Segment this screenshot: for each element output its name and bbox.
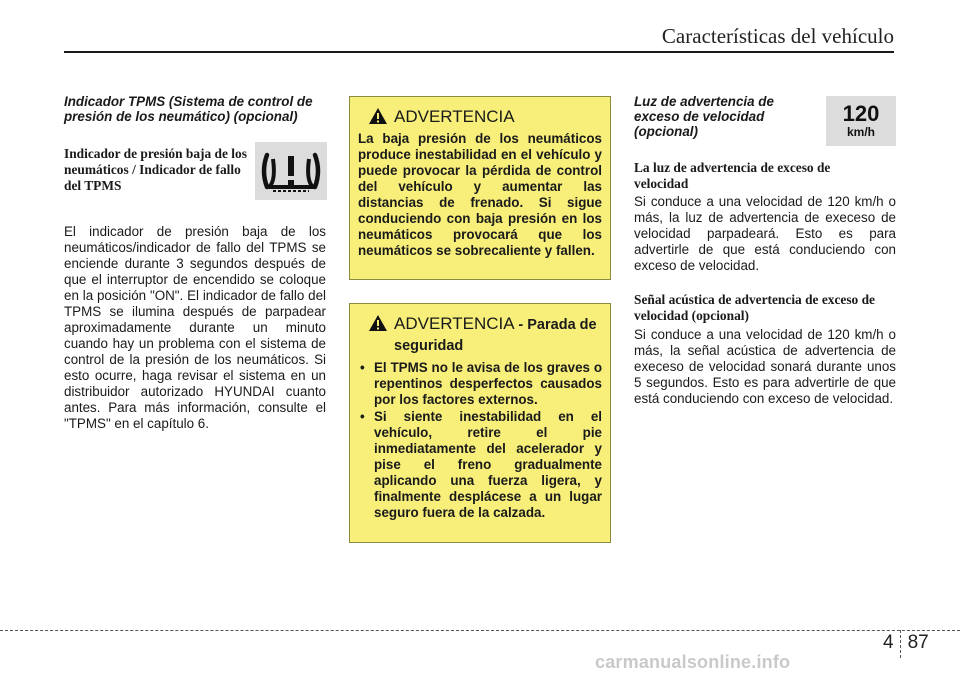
watermark: carmanualsonline.info xyxy=(595,652,791,672)
speed-limit-unit: km/h xyxy=(846,125,875,139)
warning-triangle-icon xyxy=(368,314,388,332)
warning-list xyxy=(358,360,602,521)
tpms-section xyxy=(64,94,328,124)
page-number-separator xyxy=(900,630,902,658)
overspeed-warning-icon xyxy=(826,96,896,146)
warning-body: La baja presión de los neumáticos produce inestabilidad en el vehículo y puede provocar la pérdida de control del vehículo y aumentar las distancias de frenado. Si sigue conduciendo con baja presión en los neumáticos provocará que los neumáticos se sobrecaliente y fallen. xyxy=(358,131,602,258)
warning-box-safety-stop xyxy=(349,303,611,543)
warning-header xyxy=(368,107,602,127)
warning-title: ADVERTENCIA xyxy=(394,107,515,126)
overspeed-light-body: Si conduce a una velocidad de 120 km/h o más, la luz de advertencia de execeso de velocidad parpadeará. Esto es para advertirle de que está conduciendo con exceso de velocidad. xyxy=(634,194,896,273)
footer-divider xyxy=(0,630,960,631)
page-number xyxy=(883,632,929,658)
tpms-warning-icon xyxy=(255,142,327,200)
page-number-value: 87 xyxy=(907,632,929,653)
warning-list-item: • Si siente inestabilidad en el vehículo, retire el pie inmediatamente del acelerador y pise el freno gradualmente aplicando una fuerza ligera, y finalmente desplácese a un lugar seguro fuera de la calzada. xyxy=(358,409,602,521)
overspeed-chime-title: Señal acústica de advertencia de exceso de velocidad (opcional) xyxy=(634,292,875,323)
speed-limit-number: 120 xyxy=(842,101,880,126)
tpms-description: El indicador de presión baja de los neumáticos/indicador de fallo del TPMS se enciende durante 3 segundos después de que el interruptor de encendido se coloque en la posición "ON". El indicador de fallo del TPMS se ilumina después de parpadear aproximadamente durante un minuto cuando hay un problema con el sistema de control de la presión de los neumáticos. Si esto ocurre, haga revisar el sistema en un distribuidor autorizado HYUNDAI cuanto antes. Para más información, consulte el "TPMS" en el capítulo 6. xyxy=(64,224,326,431)
warning-list-item: • El TPMS no le avisa de los graves o repentinos desperfectos causados por los factores externos. xyxy=(358,360,602,408)
overspeed-subheading: Luz de advertencia de exceso de velocidad (opcional) xyxy=(634,94,774,139)
warning-title-group xyxy=(394,314,602,356)
tpms-subheading: Indicador TPMS (Sistema de control de presión de los neumático) (opcional) xyxy=(64,94,313,124)
warning-subtitle: - Parada de seguridad xyxy=(394,317,597,354)
chapter-number: 4 xyxy=(883,632,894,653)
tpms-indicator-label: Indicador de presión baja de los neumáticos / Indicador de fallo del TPMS xyxy=(64,146,247,193)
page-header-title: Características del vehículo xyxy=(661,24,894,48)
overspeed-light-title: La luz de advertencia de exceso de velocidad xyxy=(634,160,831,191)
warning-header xyxy=(368,314,602,356)
overspeed-chime-body: Si conduce a una velocidad de 120 km/h o más, la señal acústica de advertencia de execeso de velocidad sonará durante unos 5 segundos. Esto es para advertirle de que está conduciendo con exceso de velocidad. xyxy=(634,327,896,406)
header-divider xyxy=(64,51,894,53)
warning-box-tire-pressure xyxy=(349,96,611,280)
warning-title: ADVERTENCIA xyxy=(394,314,514,333)
warning-triangle-icon xyxy=(368,107,388,125)
